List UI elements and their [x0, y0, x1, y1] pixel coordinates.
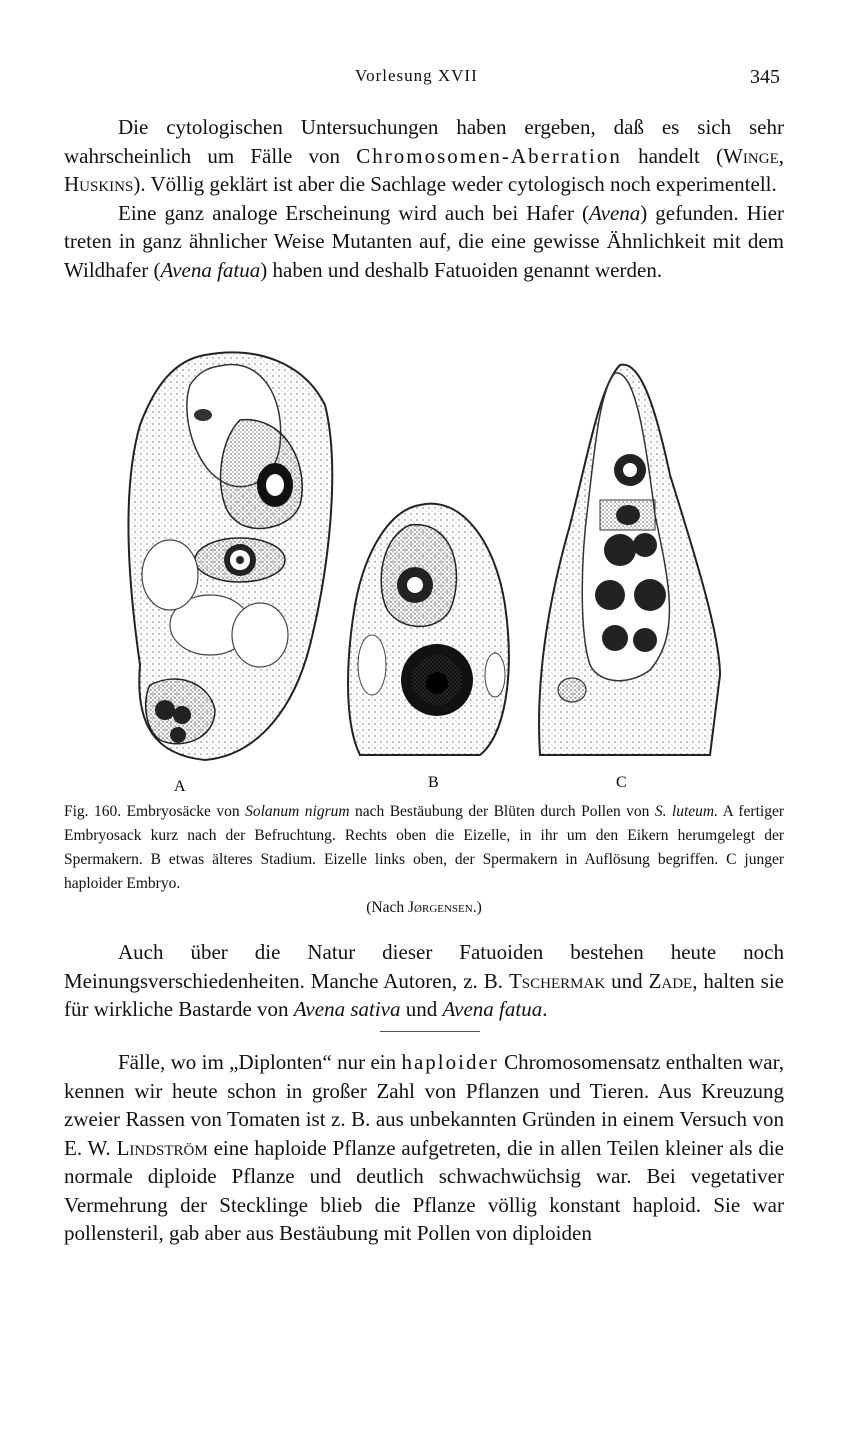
species-name: Avena sativa: [293, 997, 401, 1021]
running-head: Vorlesung XVII: [355, 66, 478, 85]
section-divider: [380, 1031, 480, 1032]
figure-label-b: B: [428, 774, 439, 791]
species-name: Avena fatua: [160, 257, 261, 282]
caption-credit: (Nach Jørgensen.): [366, 899, 482, 916]
figure-label-c: C: [616, 774, 627, 791]
species-name: Avena: [588, 200, 641, 225]
author-name: Winge: [723, 143, 779, 168]
page-header: [0, 66, 850, 90]
spaced-term: haploider: [401, 1050, 499, 1074]
embryo-sac-b: [348, 504, 509, 755]
embryo-c: [539, 365, 720, 755]
figure-160: [110, 345, 730, 795]
species-name: S. luteum.: [654, 803, 718, 820]
middle-text: [64, 938, 784, 1024]
paragraph-1: Die cytologischen Untersuchungen haben ergeben, daß es sich sehr wahrscheinlich um Fälle von Chromosomen-Aberration handelt (Winge, Huskins). Völlig geklärt ist aber die Sachlage weder cytologisch noch experimentell.: [64, 115, 784, 196]
embryo-sac-illustration: [110, 345, 730, 795]
paragraph-4: Fälle, wo im „Diplonten“ nur ein haploider Chromosomensatz enthalten war, kennen wir heute schon in großer Zahl von Pflanzen und Tieren. Aus Kreuzung zweier Rassen von Tomaten ist z. B. aus unbekannten Gründen in einem Versuch von E. W. Lindström eine haploide Pflanze aufgetreten, die in allen Teilen kleiner als die normale diploide Pflanze und deutlich schwachwüchsig war. Bei vegetativer Vermehrung der Stecklinge blieb die Pflanze völlig konstant haploid. Sie war pollensteril, gab aber aus Bestäubung mit Pollen von diploiden: [64, 1050, 784, 1245]
embryo-sac-a: [128, 352, 332, 760]
author-name: Huskins: [64, 172, 134, 196]
spaced-term: Chromosomen-Aberration: [356, 143, 622, 168]
author-name: Jørgensen: [408, 899, 473, 916]
paragraph-2: Eine ganz analoge Erscheinung wird auch bei Hafer (Avena) gefunden. Hier treten in ganz ähnlicher Weise Mutanten auf, die eine gewisse Ähnlichkeit mit dem Wildhafer (Avena fatua) haben und deshalb Fatuoiden genannt werden.: [64, 200, 784, 282]
author-name: Lindström: [116, 1135, 208, 1160]
top-text: [64, 113, 784, 284]
species-name: Solanum nigrum: [245, 803, 350, 820]
figure-label-a: A: [174, 778, 186, 795]
figure-caption: Fig. 160. Embryosäcke von Solanum nigrum nach Bestäubung der Blüten durch Pollen von S. luteum. A fertiger Embryosack kurz nach der Befruchtung. Rechts oben die Eizelle, in ihr um den Eikern herumgelegt der Spermakern. B etwas älteres Stadium. Eizelle links oben, der Spermakern in Auflösung begriffen. C junger haploider Embryo. (Nach Jørgensen.): [64, 800, 784, 920]
figure-number: Fig. 160.: [64, 803, 122, 820]
page-number: 345: [750, 66, 780, 88]
species-name: Avena fatua: [442, 997, 543, 1021]
author-name: Tschermak: [508, 968, 606, 993]
bottom-text: [64, 1048, 784, 1248]
author-name: Zade: [648, 968, 693, 993]
paragraph-3: Auch über die Natur dieser Fatuoiden bestehen heute noch Meinungsverschiedenheiten. Manche Autoren, z. B. Tschermak und Zade, halten sie für wirkliche Bastarde von Avena sativa und Avena fatua.: [64, 940, 785, 1021]
